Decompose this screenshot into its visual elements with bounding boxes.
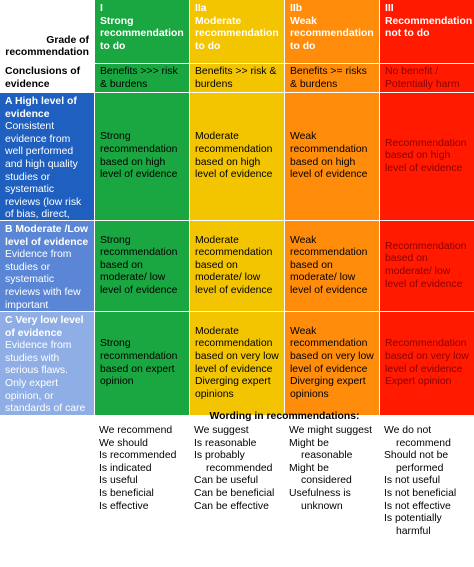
table-cell: Moderate recommendation based on moderate/ low level of evidence	[189, 221, 284, 311]
evidence-row-c	[0, 311, 474, 415]
wording-item: Can be effective	[194, 500, 269, 512]
evidence-level-description: Consistent evidence from well performed and high quality studies or systematic reviews (low risk of bias, direct,	[5, 121, 82, 220]
column-title: Moderate recommendation to do	[195, 15, 279, 52]
wording-item: We do not	[384, 425, 432, 436]
wording-item: Is effective	[99, 500, 149, 512]
wording-column-not-to-do	[384, 425, 474, 538]
conclusions-row	[0, 63, 474, 92]
evidence-row-a	[0, 92, 474, 220]
wording-item: considered	[301, 475, 352, 487]
evidence-level-description: Evidence from studies with serious flaws. Only expert opinion, or standards of care	[5, 340, 86, 415]
wording-item: Can be useful	[194, 475, 259, 487]
wording-item: Should not be	[384, 450, 449, 462]
wording-item: unknown	[301, 500, 343, 512]
column-header-not-to-do	[379, 0, 474, 63]
evidence-level-title: A High level of evidence	[5, 96, 77, 120]
wording-item: reasonable	[301, 450, 353, 462]
wording-item: Might be	[289, 462, 329, 474]
table-cell: Recommendation based on very low level of evidence Expert opinion	[379, 312, 474, 415]
table-cell: Weak recommendation based on very low level of evidence Diverging expert opinions	[284, 312, 379, 415]
wording-item: We should	[99, 437, 148, 449]
wording-item: Is recommended	[99, 450, 177, 462]
grade-label: Grade of recommendation	[0, 0, 94, 63]
evidence-level-description: Evidence from studies or systematic reviews with few important	[5, 249, 81, 311]
wording-column-weak	[289, 425, 384, 513]
column-header-strong	[94, 0, 189, 63]
column-title: Weak recommendation to do	[290, 15, 374, 52]
wording-item: harmful	[396, 525, 431, 537]
wording-item: Is not beneficial	[384, 487, 457, 499]
column-code: III	[385, 3, 394, 14]
column-title: Recommendation not to do	[385, 15, 473, 40]
evidence-level-title: B Moderate /Low level of evidence	[5, 224, 89, 248]
header-row	[0, 0, 474, 63]
wording-item: Usefulness is	[289, 487, 351, 499]
table-cell: Strong recommendation based on expert opinion	[94, 312, 189, 415]
column-header-moderate	[189, 0, 284, 63]
evidence-level-b	[0, 221, 94, 311]
wording-item: Is beneficial	[99, 487, 154, 499]
table-cell: Moderate recommendation based on high level of evidence	[189, 93, 284, 220]
wording-item: Is not effective	[384, 500, 451, 512]
conclusion-cell: Benefits >>> risk & burdens	[94, 64, 189, 92]
wording-item: Is not useful	[384, 475, 441, 487]
wording-item: Is probably	[194, 450, 245, 462]
evidence-level-title: C Very low level of evidence	[5, 315, 84, 339]
conclusions-label: Conclusions of evidence	[0, 64, 94, 92]
table-cell: Recommendation based on high level of evidence	[379, 93, 474, 220]
wording-item: performed	[396, 462, 444, 474]
wording-title: Wording in recommendations:	[209, 411, 360, 422]
wording-item: Might be	[289, 437, 329, 449]
evidence-level-c	[0, 312, 94, 415]
wording-column-moderate	[194, 425, 289, 513]
conclusion-cell: No benefit / Potentially harm	[379, 64, 474, 92]
table-cell: Strong recommendation based on high level of evidence	[94, 93, 189, 220]
table-cell: Recommendation based on moderate/ low level of evidence	[379, 221, 474, 311]
wording-item: recommended	[206, 462, 273, 474]
wording-item: We recommend	[99, 425, 173, 436]
column-header-weak	[284, 0, 379, 63]
evidence-row-b	[0, 220, 474, 311]
wording-item: Is indicated	[99, 462, 152, 474]
column-code: IIb	[290, 3, 303, 14]
conclusion-cell: Benefits >= risks & burdens	[284, 64, 379, 92]
column-code: I	[100, 3, 103, 14]
wording-item: Is reasonable	[194, 437, 257, 449]
evidence-level-a	[0, 93, 94, 220]
table-cell: Weak recommendation based on high level of evidence	[284, 93, 379, 220]
wording-item: We might suggest	[289, 425, 372, 436]
wording-column-strong	[99, 425, 194, 513]
wording-item: Is potentially	[384, 513, 442, 525]
wording-item: recommend	[396, 437, 451, 449]
table-cell: Moderate recommendation based on very low level of evidence Diverging expert opinions	[189, 312, 284, 415]
conclusion-cell: Benefits >> risk & burdens	[189, 64, 284, 92]
wording-item: Is useful	[99, 475, 138, 487]
column-code: IIa	[195, 3, 207, 14]
table-cell: Strong recommendation based on moderate/ low level of evidence	[94, 221, 189, 311]
column-title: Strong recommendation to do	[100, 15, 184, 52]
table-cell: Weak recommendation based on moderate/ low level of evidence	[284, 221, 379, 311]
wording-item: We suggest	[194, 425, 249, 436]
wording-item: Can be beneficial	[194, 487, 275, 499]
